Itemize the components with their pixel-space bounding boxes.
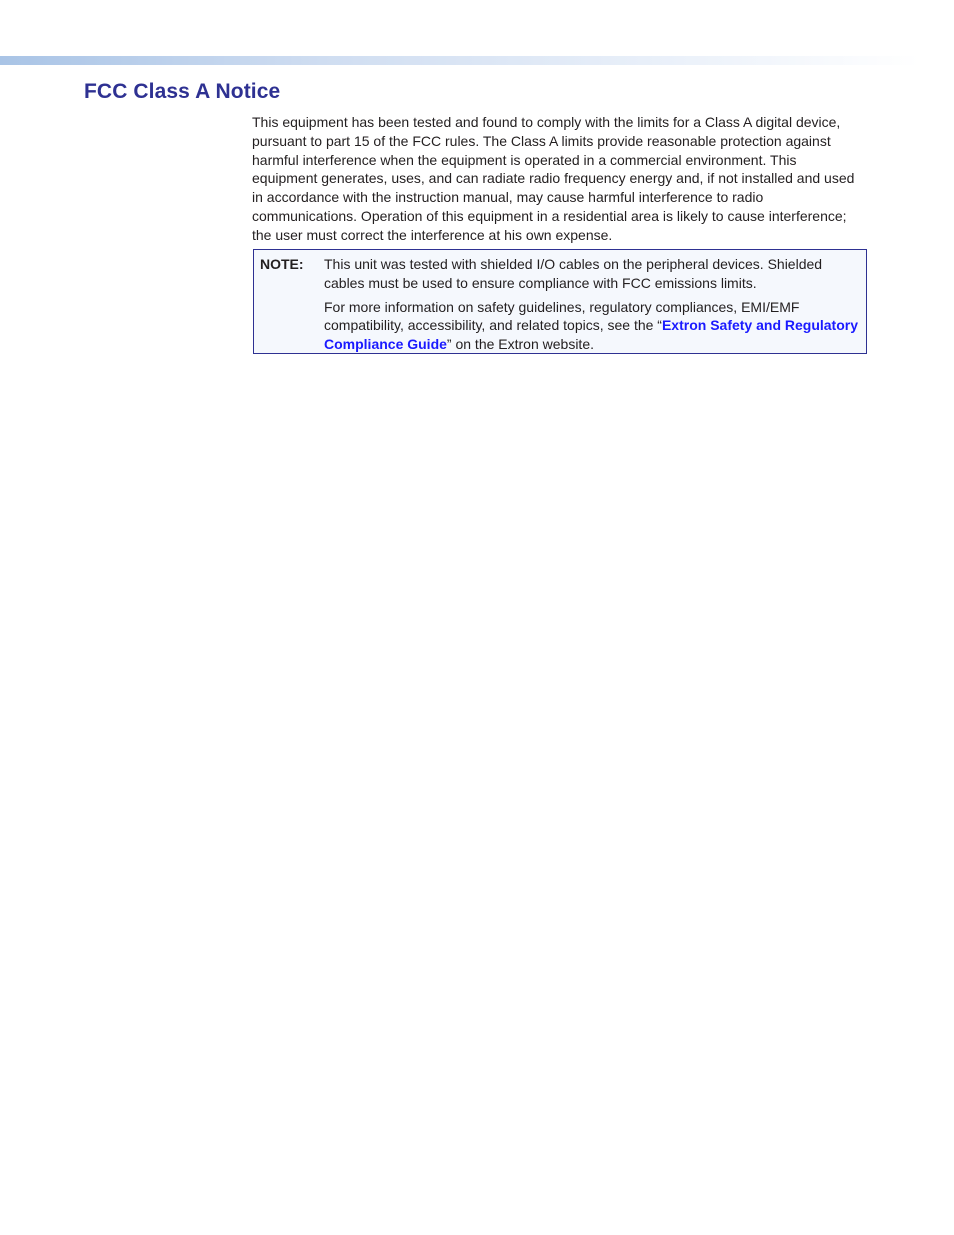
note-text-more-info xyxy=(324,298,860,354)
note-box xyxy=(253,249,867,354)
note-content xyxy=(324,255,860,354)
section-heading: FCC Class A Notice xyxy=(84,80,281,103)
fcc-notice-paragraph: This equipment has been tested and found to comply with the limits for a Class A digital device, pursuant to part 15 of the FCC rules. The Class A limits provide reasonable protection against harmful interference when the equipment is operated in a commercial environment. This equipment generates, uses, and can radiate radio frequency energy and, if not installed and used in accordance with the instruction manual, may cause harmful interference to radio communications. Operation of this equipment in a residential area is likely to cause interference; the user must correct the interference at his own expense. xyxy=(252,114,855,243)
note-text-prefix: For more information on safety guidelines, regulatory compliances, EMI/EMF compatibility, accessibility, and related topics, see the “ xyxy=(324,298,800,334)
note-text-cables: This unit was tested with shielded I/O cables on the peripheral devices. Shielded cables must be used to ensure compliance with FCC emissions limits. xyxy=(324,256,823,291)
header-gradient-bar xyxy=(0,56,920,65)
note-text-suffix: ” on the Extron website. xyxy=(446,336,594,353)
safety-guide-link[interactable]: Extron Safety and Regulatory Compliance Guide xyxy=(324,317,859,353)
note-label: NOTE: xyxy=(260,256,304,272)
